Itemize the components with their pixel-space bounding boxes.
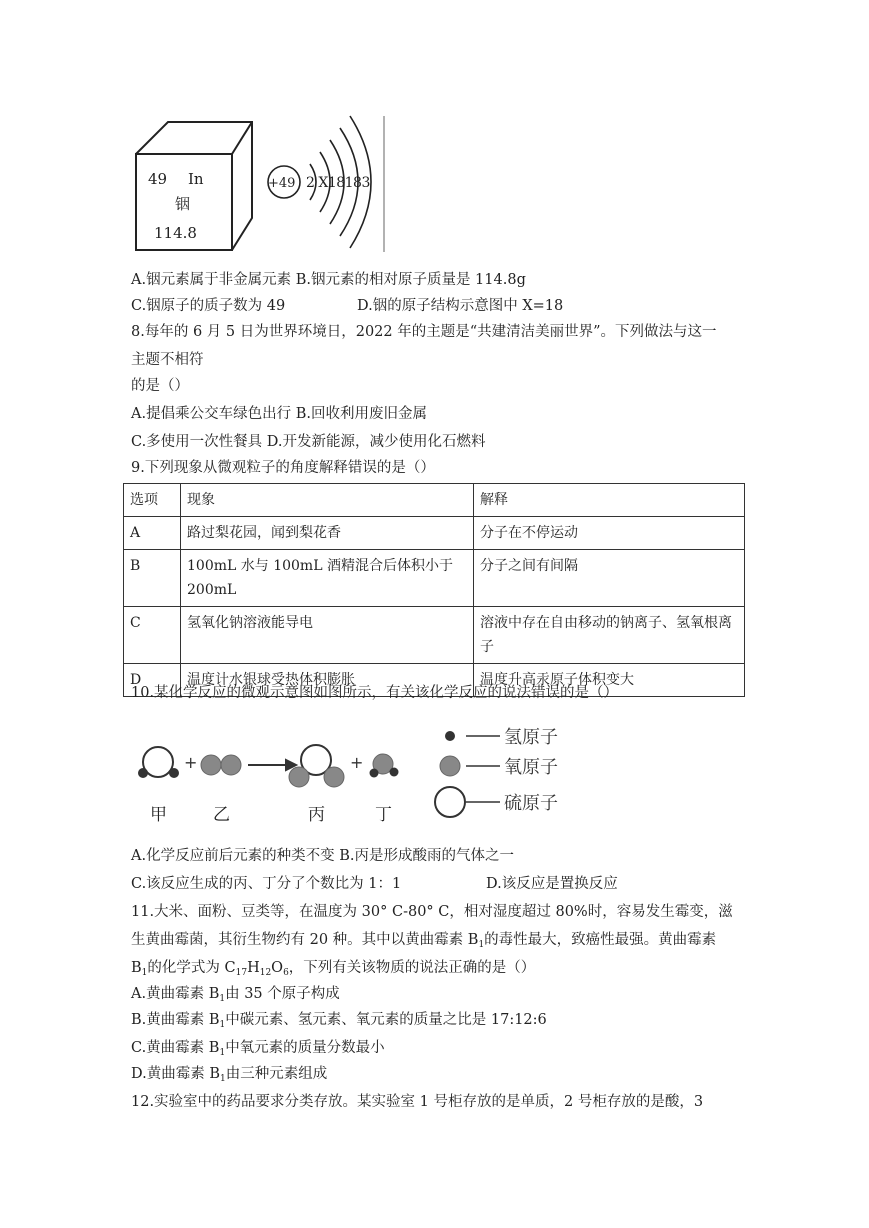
row-explanation: 分子之间有间隔	[474, 550, 745, 607]
legend-oxygen-symbol	[440, 756, 460, 776]
row-phenomenon: 100mL 水与 100mL 酒精混合后体积小于 200mL	[181, 550, 474, 607]
q7-options-line-1: A.铟元素属于非金属元素 B.铟元素的相对原子质量是 114.8g	[131, 272, 526, 288]
legend-sulfur-symbol	[435, 787, 465, 817]
atom-structure-diagram	[268, 116, 371, 248]
q10-stem: 10.某化学反应的微观示意图如图所示，有关该化学反应的说法错误的是（）	[131, 685, 619, 701]
molecule-bing	[289, 745, 344, 787]
q9-stem: 9.下列现象从微观粒子的角度解释错误的是（）	[131, 460, 435, 476]
label-ding: 丁	[375, 805, 392, 825]
header-explanation: 解释	[474, 484, 745, 517]
tile-atomic-number: 49	[148, 170, 168, 188]
q7-option-d: D.铟的原子结构示意图中 X=18	[357, 298, 564, 314]
tile-symbol: In	[188, 170, 204, 188]
q11-option-b: B.黄曲霉素 $B_1$中碳元素、氢元素、氧元素的质量之比是 17:12:6	[131, 1012, 547, 1030]
q8-stem-line-1: 8.每年的 6 月 5 日为世界环境日，2022 年的主题是“共建清洁美丽世界”。下列做法与这一	[131, 324, 717, 340]
plus-sign: +	[350, 753, 364, 772]
molecule-yi	[201, 755, 241, 775]
q10-option-d: D.该反应是置换反应	[486, 876, 618, 892]
molecule-ding	[370, 754, 399, 778]
tile-element-name: 铟	[175, 195, 191, 213]
legend-hydrogen-label: 氢原子	[504, 727, 558, 748]
tile-atomic-mass: 114.8	[154, 224, 197, 242]
q11-stem-line-3: $B_1$的化学式为 $C_{17}H_{12}O_6$，下列有关该物质的说法正确的是（）	[131, 960, 536, 978]
q9-table	[123, 483, 745, 697]
q10-options-line-1: A.化学反应前后元素的种类不变 B.丙是形成酸雨的气体之一	[131, 848, 514, 864]
row-option: C	[124, 607, 181, 664]
label-bing: 丙	[308, 805, 325, 825]
table-row	[124, 607, 745, 664]
q12-stem-line-1: 12.实验室中的药品要求分类存放。某实验室 1 号柜存放的是单质，2 号柜存放的是酸，3	[131, 1094, 704, 1110]
electron-shell-counts: 2 X18183	[306, 175, 370, 191]
nucleus-charge: +49	[268, 176, 296, 191]
row-phenomenon: 温度计水银球受热体积膨胀	[181, 664, 474, 697]
label-yi: 乙	[213, 805, 230, 825]
reaction-arrow	[248, 760, 296, 770]
reaction-figure	[128, 716, 580, 834]
q8-stem-line-3: 的是（）	[131, 378, 189, 394]
legend-oxygen-label: 氧原子	[504, 757, 558, 778]
plus-sign: +	[184, 753, 198, 772]
molecule-jia	[138, 747, 179, 778]
row-explanation: 温度升高汞原子体积变大	[474, 664, 745, 697]
row-option: B	[124, 550, 181, 607]
q8-stem-line-2: 主题不相符	[131, 352, 204, 368]
q11-option-d: D.黄曲霉素 $B_1$由三种元素组成	[131, 1066, 328, 1084]
q11-option-c: C.黄曲霉素 $B_1$中氧元素的质量分数最小	[131, 1040, 385, 1058]
header-phenomenon: 现象	[181, 484, 474, 517]
label-jia: 甲	[150, 805, 167, 825]
table-row	[124, 517, 745, 550]
table-header-row	[124, 484, 745, 517]
q8-options-line-2: C.多使用一次性餐具 D.开发新能源，减少使用化石燃料	[131, 434, 486, 450]
indium-figure	[130, 112, 390, 258]
row-option: A	[124, 517, 181, 550]
legend-sulfur-label: 硫原子	[504, 793, 558, 814]
row-phenomenon: 路过梨花园，闻到梨花香	[181, 517, 474, 550]
header-option: 选项	[124, 484, 181, 517]
q8-options-line-1: A.提倡乘公交车绿色出行 B.回收利用废旧金属	[131, 406, 427, 422]
legend-hydrogen-symbol	[445, 731, 455, 741]
q7-option-c: C.铟原子的质子数为 49	[131, 298, 286, 314]
row-option: D	[124, 664, 181, 697]
table-row	[124, 550, 745, 607]
q11-stem-line-2: 生黄曲霉菌，其衍生物约有 20 种。其中以黄曲霉素 $B_1$的毒性最大，致癌性最强。黄曲霉素	[131, 932, 717, 950]
row-phenomenon: 氢氧化钠溶液能导电	[181, 607, 474, 664]
row-explanation: 分子在不停运动	[474, 517, 745, 550]
q11-stem-line-1: 11.大米、面粉、豆类等，在温度为 30° C-80° C，相对湿度超过 80%时，容易发生霉变，滋	[131, 904, 733, 920]
row-explanation: 溶液中存在自由移动的钠离子、氢氧根离子	[474, 607, 745, 664]
legend	[435, 727, 558, 817]
q11-option-a: A.黄曲霉素 $B_1$由 35 个原子构成	[131, 986, 340, 1004]
q10-option-c: C.该反应生成的丙、丁分了个数比为 1：1	[131, 876, 402, 892]
